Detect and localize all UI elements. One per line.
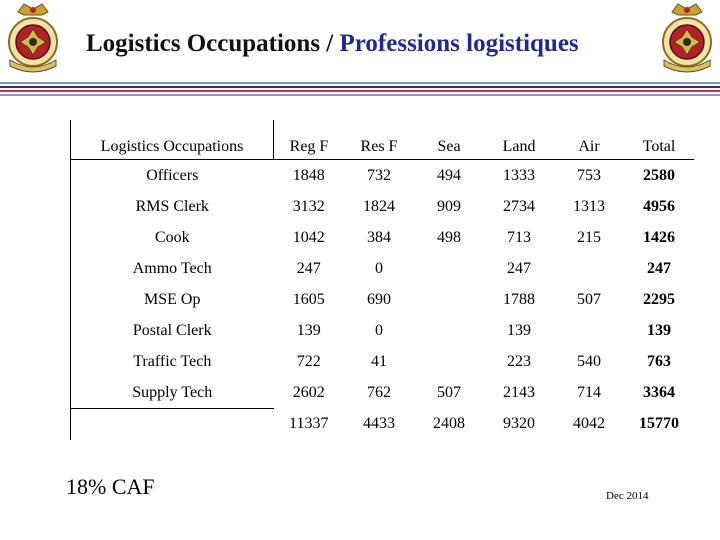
cell-land: 713	[507, 228, 531, 246]
cell-total: 763	[647, 352, 671, 370]
table-row	[71, 160, 695, 192]
cell-land: 1788	[503, 290, 535, 308]
cell-total: 2580	[624, 160, 694, 192]
total-sea: 2408	[433, 415, 465, 433]
total-air: 4042	[573, 415, 605, 433]
cell-occupation: MSE Op	[71, 284, 274, 315]
table-row	[71, 191, 695, 222]
cell-sea: 494	[414, 160, 484, 192]
cell-air: 507	[577, 290, 601, 308]
cell-sea	[414, 284, 484, 315]
cell-reg-f: 1605	[292, 290, 325, 308]
cell-total: 247	[647, 259, 671, 277]
occupations-table	[70, 120, 694, 440]
date-label: Dec 2014	[606, 490, 649, 502]
cell-air: 1313	[573, 197, 605, 215]
cell-res-f: 41	[371, 352, 387, 370]
page-title	[86, 30, 579, 58]
cell-occupation: Supply Tech	[71, 377, 274, 409]
cell-reg-f: 247	[296, 259, 321, 277]
table-row	[71, 346, 695, 377]
cell-occupation: Traffic Tech	[71, 346, 274, 377]
table-totals-row	[71, 409, 695, 441]
table-row	[71, 222, 695, 253]
cell-land: 223	[507, 352, 531, 370]
cell-reg-f: 1848	[274, 160, 345, 192]
header-occupation: Logistics Occupations	[71, 120, 274, 160]
title-french: Professions logistiques	[339, 30, 579, 57]
total-total: 15770	[639, 415, 679, 433]
header-sea: Sea	[437, 138, 461, 155]
logistics-branch-badge-left	[2, 2, 64, 74]
cell-air: 714	[577, 383, 601, 401]
header-total: Total	[642, 138, 676, 155]
total-land: 9320	[503, 415, 535, 433]
cell-total: 139	[647, 321, 671, 339]
cell-land: 2734	[503, 197, 535, 215]
total-res-f: 4433	[363, 415, 395, 433]
cell-sea: 507	[437, 383, 461, 401]
cell-land: 1333	[484, 160, 554, 192]
cell-reg-f: 139	[296, 321, 321, 339]
header-res-f: Res F	[360, 138, 398, 155]
cell-air: 540	[577, 352, 601, 370]
cell-reg-f: 1042	[292, 228, 325, 246]
cell-res-f: 762	[367, 383, 391, 401]
cell-occupation: Officers	[71, 160, 274, 192]
cell-res-f: 690	[367, 290, 391, 308]
cell-sea	[414, 315, 484, 346]
caf-percentage: 18% CAF	[66, 474, 155, 499]
table-row	[71, 253, 695, 284]
cell-res-f: 384	[367, 228, 391, 246]
cell-land: 247	[507, 259, 531, 277]
cell-res-f: 1824	[363, 197, 395, 215]
cell-sea: 498	[437, 228, 461, 246]
cell-sea: 909	[437, 197, 461, 215]
cell-land: 139	[507, 321, 531, 339]
header-divider-stripes	[0, 82, 720, 98]
cell-res-f: 0	[375, 321, 383, 339]
cell-occupation: Postal Clerk	[71, 315, 274, 346]
header-land: Land	[502, 138, 536, 155]
cell-land: 2143	[503, 383, 535, 401]
totals-label	[71, 409, 274, 441]
logistics-branch-badge-right	[656, 2, 718, 74]
cell-reg-f: 722	[296, 352, 321, 370]
cell-air: 215	[577, 228, 601, 246]
cell-air: 753	[554, 160, 624, 192]
cell-air	[554, 253, 624, 284]
table-header-row	[71, 120, 695, 160]
cell-sea	[414, 346, 484, 377]
table-row	[71, 315, 695, 346]
total-reg-f: 11337	[289, 415, 329, 433]
cell-total: 4956	[643, 197, 675, 215]
header-air: Air	[578, 138, 600, 155]
cell-res-f: 0	[375, 259, 383, 277]
cell-occupation: Ammo Tech	[71, 253, 274, 284]
cell-occupation: RMS Clerk	[71, 191, 274, 222]
cell-occupation: Cook	[71, 222, 274, 253]
cell-reg-f: 2602	[292, 383, 325, 401]
cell-reg-f: 3132	[292, 197, 325, 215]
cell-total: 1426	[643, 228, 675, 246]
cell-res-f: 732	[344, 160, 414, 192]
cell-air	[554, 315, 624, 346]
table-row	[71, 284, 695, 315]
cell-sea	[414, 253, 484, 284]
cell-total: 3364	[643, 383, 675, 401]
header-reg-f: Reg F	[289, 138, 329, 155]
title-separator: /	[320, 30, 340, 57]
title-english: Logistics Occupations	[86, 30, 321, 57]
table-row	[71, 377, 695, 409]
cell-total: 2295	[643, 290, 675, 308]
